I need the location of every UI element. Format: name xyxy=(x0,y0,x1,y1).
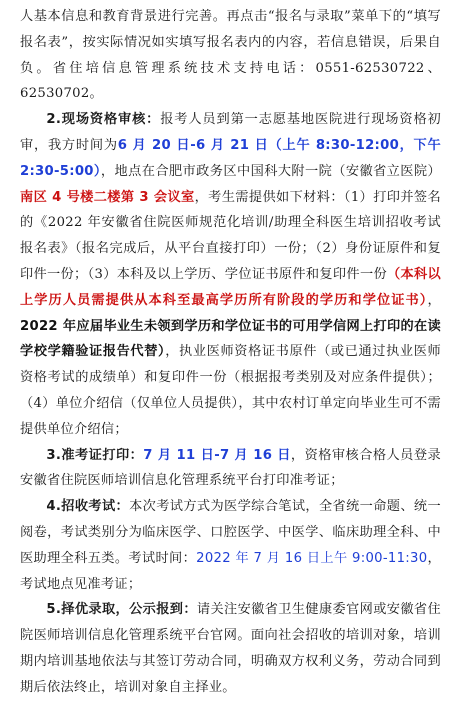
graduate-verification-note: 2022 年应届毕业生未领到学历和学位证书的可用学信网上打印的在读学校学籍验证报告代替） xyxy=(20,318,441,360)
admission-text: 请关注安徽省卫生健康委官网或安徽省住院医师培训信息化管理系统平台官网。面向社会招收的培训对象，培训期内培训基地依法与其签订劳动合同，明确双方权利义务，劳动合同到期后依法终止，培训对象自主择业。 xyxy=(20,602,441,695)
paragraph-qualification-review xyxy=(20,107,441,442)
paragraph-admission-announcement xyxy=(20,597,441,700)
exam-time-highlight: 2022 年 7 月 16 日上午 9:00-11:30 xyxy=(196,550,428,566)
ticket-text: ，资格审核合格人员登录安徽省住院医师培训信息化管理系统平台打印准考证； xyxy=(20,447,441,489)
review-intro-text: 报考人员到第一志愿基地医院进行现场资格初审，我方时间为 xyxy=(20,112,441,153)
ticket-date-highlight: 7 月 11 日-7 月 16 日 xyxy=(143,447,291,463)
paragraph-admission-ticket xyxy=(20,443,441,495)
paragraph-registration-continued xyxy=(20,4,441,107)
review-location-text: ，地点在合肥市政务区中国科大附一院（安徽省立医院） xyxy=(100,163,441,179)
review-materials-rest-text: ，执业医师资格证书原件（或已通过执业医师资格考试的成绩单）和复印件一份（根据报考类别及对应条件提供）；（4）单位介绍信（仅单位人员提供），其中农村订单定向毕业生可不需提供单位介绍信； xyxy=(20,344,442,437)
paragraph-exam xyxy=(20,494,441,597)
comma-separator: ， xyxy=(427,292,441,308)
exam-location-text: ，考试地点见准考证； xyxy=(20,550,441,592)
registration-text: 人基本信息和教育背景进行完善。再点击“报名与录取”菜单下的“填写报名表”，按实际情况如实填写报名表内的内容，若信息错误，后果自负。省住培信息管理系统技术支持电话：0551-62530722、62530702。 xyxy=(20,9,441,102)
section-heading-qualification-review: 2.现场资格审核： xyxy=(46,112,161,128)
section-heading-admission: 5.择优录取，公示报到： xyxy=(46,602,197,618)
review-date-highlight: 6 月 20 日-6 月 21 日（上午 8:30-12:00，下午 2:30-5:00） xyxy=(20,137,441,179)
review-room-highlight: 南区 4 号楼二楼第 3 会议室 xyxy=(20,189,195,205)
review-materials-text: ，考生需提供如下材料：（1）打印并签名的《2022 年安徽省住院医师规范化培训/助理全科医生培训招收考试报名表》（报名完成后，从平台直接打印）一份；（2）身份证原件和复印件一份；（3）本科及以上学历、学位证书原件和复印件一份 xyxy=(20,189,441,282)
exam-text: 本次考试方式为医学综合笔试，全省统一命题、统一阅卷，考试类别分为临床医学、口腔医学、中医学、临床助理全科、中医助理全科五类。考试时间： xyxy=(20,499,441,566)
degree-requirement-note: （本科以上学历人员需提供从本科至最高学历所有阶段的学历和学位证书） xyxy=(20,266,442,308)
section-heading-exam: 4.招收考试： xyxy=(46,499,130,515)
section-heading-admission-ticket: 3.准考证打印： xyxy=(46,447,144,463)
